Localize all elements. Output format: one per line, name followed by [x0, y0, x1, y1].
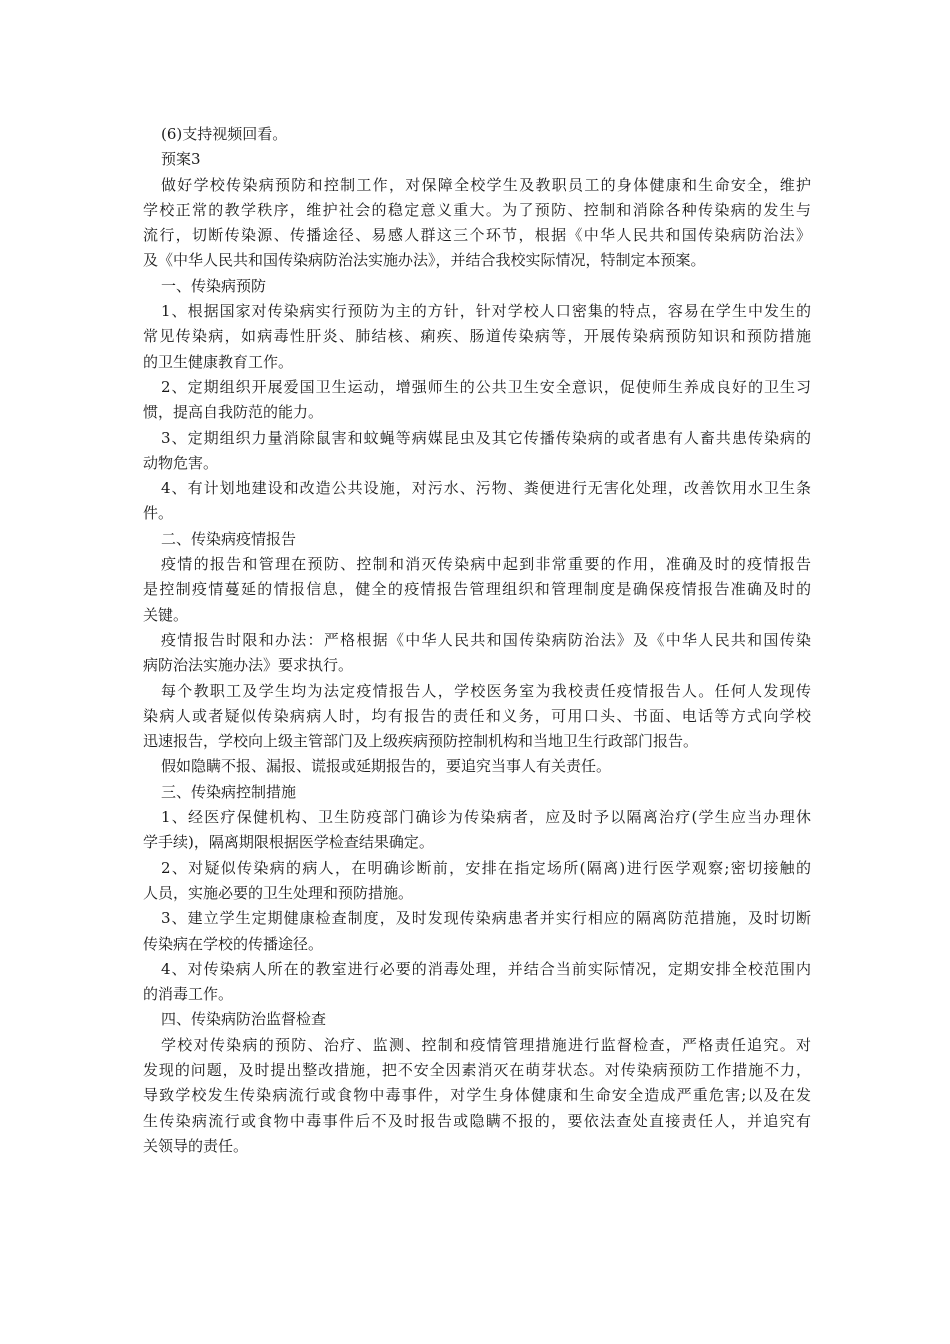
text-line: 是控制疫情蔓延的情报信息，健全的疫情报告管理组织和管理制度是确保疫情报告准确及时的: [143, 580, 811, 599]
text-line: 学校正常的教学秩序，维护社会的稳定意义重大。为了预防、控制和消除各种传染病的发生与: [143, 200, 811, 219]
text-line: 关领导的责任。: [143, 1136, 249, 1155]
text-line: 导致学校发生传染病流行或食物中毒事件，对学生身体健康和生命安全造成严重危害;以及在发: [143, 1086, 811, 1105]
text-line: 一、传染病预防: [161, 276, 267, 295]
text-line: 做好学校传染病预防和控制工作，对保障全校学生及教职员工的身体健康和生命安全，维护: [161, 175, 811, 194]
text-line: 迅速报告，学校向上级主管部门及上级疾病预防控制机构和当地卫生行政部门报告。: [143, 732, 699, 751]
text-line: 4、有计划地建设和改造公共设施，对污水、污物、粪便进行无害化处理，改善饮用水卫生条: [161, 479, 811, 498]
text-line: 假如隐瞒不报、漏报、谎报或延期报告的，要追究当事人有关责任。: [161, 757, 612, 776]
text-line: 3、建立学生定期健康检查制度，及时发现传染病患者并实行相应的隔离防范措施，及时切断: [161, 909, 811, 928]
text-line: 二、传染病疫情报告: [161, 529, 297, 548]
text-line: 常见传染病，如病毒性肝炎、肺结核、痢疾、肠道传染病等，开展传染病预防知识和预防措施: [143, 327, 811, 346]
text-line: 流行，切断传染源、传播途径、易感人群这三个环节，根据《中华人民共和国传染病防治法》: [143, 226, 811, 245]
text-line: 染病人或者疑似传染病病人时，均有报告的责任和义务，可用口头、书面、电话等方式向学校: [143, 706, 811, 725]
text-line: 人员，实施必要的卫生处理和预防措施。: [143, 883, 414, 902]
text-line: 四、传染病防治监督检查: [161, 1010, 327, 1029]
text-line: 3、定期组织力量消除鼠害和蚊蝇等病媒昆虫及其它传播传染病的或者患有人畜共患传染病的: [161, 428, 811, 447]
text-line: 动物危害。: [143, 453, 219, 472]
text-line: 4、对传染病人所在的教室进行必要的消毒处理，并结合当前实际情况，定期安排全校范围内: [161, 959, 811, 978]
text-line: 的消毒工作。: [143, 985, 234, 1004]
text-line: 每个教职工及学生均为法定疫情报告人，学校医务室为我校责任疫情报告人。任何人发现传: [161, 681, 811, 700]
text-line: 病防治法实施办法》要求执行。: [143, 656, 354, 675]
text-line: 预案3: [161, 150, 201, 169]
text-line: 2、定期组织开展爱国卫生运动，增强师生的公共卫生安全意识，促使师生养成良好的卫生习: [161, 377, 811, 396]
text-line: 1、经医疗保健机构、卫生防疫部门确诊为传染病者，应及时予以隔离治疗(学生应当办理休: [161, 808, 811, 827]
document-body: [143, 122, 811, 1159]
text-line: 三、传染病控制措施: [161, 782, 297, 801]
text-line: 件。: [143, 504, 174, 523]
text-line: 传染病在学校的传播途径。: [143, 934, 324, 953]
text-line: 1、根据国家对传染病实行预防为主的方针，针对学校人口密集的特点，容易在学生中发生的: [161, 302, 811, 321]
text-line: 学手续)，隔离期限根据医学检查结果确定。: [143, 833, 434, 852]
text-line: 发现的问题，及时提出整改措施，把不安全因素消灭在萌芽状态。对传染病预防工作措施不力，: [143, 1060, 811, 1079]
text-line: 关键。: [143, 605, 189, 624]
text-line: 疫情的报告和管理在预防、控制和消灭传染病中起到非常重要的作用，准确及时的疫情报告: [161, 555, 811, 574]
text-line: 学校对传染病的预防、治疗、监测、控制和疫情管理措施进行监督检查，严格责任追究。对: [161, 1035, 811, 1054]
text-line: 疫情报告时限和办法：严格根据《中华人民共和国传染病防治法》及《中华人民共和国传染: [161, 630, 811, 649]
text-line: 生传染病流行或食物中毒事件后不及时报告或隐瞒不报的，要依法查处直接责任人，并追究有: [143, 1111, 811, 1130]
text-line: 2、对疑似传染病的病人，在明确诊断前，安排在指定场所(隔离)进行医学观察;密切接触的: [161, 858, 811, 877]
text-line: (6)支持视频回看。: [161, 125, 288, 143]
text-line: 惯，提高自我防范的能力。: [143, 403, 324, 422]
text-line: 的卫生健康教育工作。: [143, 352, 294, 371]
text-line: 及《中华人民共和国传染病防治法实施办法》，并结合我校实际情况，特制定本预案。: [143, 251, 706, 270]
